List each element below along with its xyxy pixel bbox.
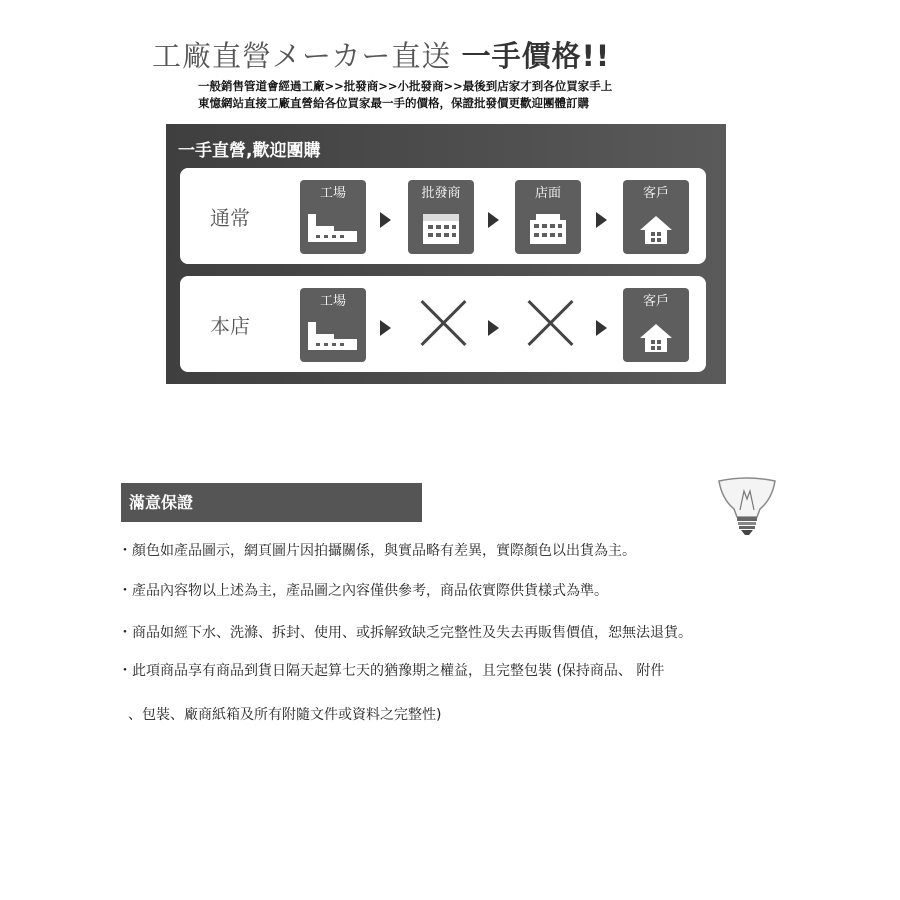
arrow-right-icon — [488, 212, 499, 228]
intro-line: 一般銷售管道會經過工廠>>批發商>>小批發商>>最後到店家才到各位買家手上 — [198, 79, 613, 93]
arrow-right-icon — [380, 212, 391, 228]
intro-text — [198, 78, 612, 112]
note-line: ・此項商品享有商品到貨日隔天起算七天的猶豫期之權益，且完整包裝 (保持商品、 附件 — [118, 663, 665, 679]
note-line: ・顏色如產品圖示，網頁圖片因拍攝關係，與實品略有差異，實際顏色以出貨為主。 — [118, 543, 636, 559]
node-label: 店面 — [534, 186, 561, 201]
note-line: 、包裝、廠商紙箱及所有附隨文件或資料之完整性) — [128, 707, 442, 723]
lightbulb-icon — [716, 477, 778, 537]
supply-chain-panel — [166, 124, 726, 384]
store-building-icon — [515, 212, 581, 246]
factory-node — [300, 180, 366, 254]
arrow-right-icon — [596, 212, 607, 228]
node-label: 工場 — [319, 294, 346, 309]
arrow-right-icon — [488, 320, 499, 336]
row-label: 通常 — [210, 206, 250, 230]
note-line: ・產品內容物以上述為主，產品圖之內容僅供參考，商品依實際供貨樣式為準。 — [118, 583, 608, 599]
title-main: 工廠直營メーカー直送 — [152, 39, 452, 73]
guarantee-heading: 滿意保證 — [121, 483, 422, 522]
node-label: 客戶 — [642, 186, 669, 201]
panel-heading: 一手直營,歡迎團購 — [178, 141, 321, 161]
factory-icon — [300, 316, 366, 354]
row-label: 本店 — [210, 314, 250, 338]
node-label: 批發商 — [421, 186, 461, 201]
wholesaler-node — [408, 180, 474, 254]
arrow-right-icon — [596, 320, 607, 336]
node-label: 工場 — [319, 186, 346, 201]
cross-icon — [418, 298, 468, 348]
arrow-right-icon — [380, 320, 391, 336]
customer-node — [623, 288, 689, 362]
factory-node — [300, 288, 366, 362]
house-icon — [623, 214, 689, 246]
cross-icon — [525, 298, 575, 348]
store-flow-row — [180, 276, 706, 372]
note-line: ・商品如經下水、洗滌、拆封、使用、或拆解致缺乏完整性及失去再販售價值，恕無法退貨。 — [118, 625, 692, 641]
intro-line: 東憶網站直接工廠直營給各位買家最一手的價格，保證批發價更歡迎團體訂購 — [198, 96, 589, 110]
normal-flow-row — [180, 168, 706, 264]
factory-icon — [300, 208, 366, 246]
title-emphasis: 一手價格!! — [461, 39, 611, 73]
page-title — [152, 34, 610, 75]
store-node — [515, 180, 581, 254]
house-icon — [623, 322, 689, 354]
wholesaler-building-icon — [408, 212, 474, 246]
customer-node — [623, 180, 689, 254]
node-label: 客戶 — [642, 294, 669, 309]
